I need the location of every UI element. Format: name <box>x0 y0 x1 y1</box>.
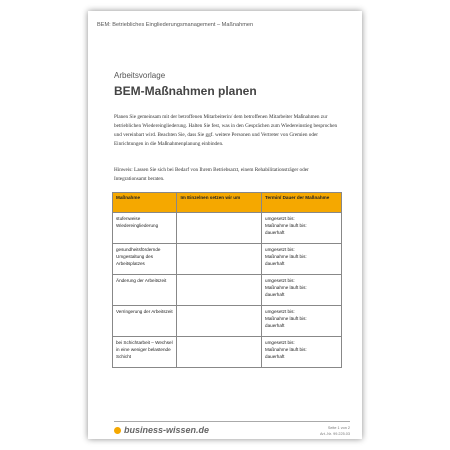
business-wissen-logo <box>114 425 209 435</box>
term-running: Maßnahme läuft bis: <box>265 223 307 228</box>
term-running: Maßnahme läuft bis: <box>265 254 307 259</box>
article-number: Art.-Nr. 99.225.03 <box>320 432 350 436</box>
term-permanent: dauerhaft <box>265 354 285 359</box>
footer-meta <box>320 425 350 437</box>
details-cell[interactable] <box>177 213 262 244</box>
term-permanent: dauerhaft <box>265 261 285 266</box>
table-row <box>113 213 342 244</box>
logo-text: business-wissen.de <box>124 425 210 435</box>
term-cell <box>262 306 342 337</box>
details-cell[interactable] <box>177 244 262 275</box>
column-header-term: Termin/ Dauer der Maßnahme <box>262 193 342 213</box>
term-cell <box>262 337 342 368</box>
details-cell[interactable] <box>177 275 262 306</box>
term-running: Maßnahme läuft bis: <box>265 285 307 290</box>
term-completed: umgesetzt bis: <box>265 309 295 314</box>
column-header-details: Im Einzelnen setzen wir um <box>177 193 262 213</box>
table-row <box>113 275 342 306</box>
details-cell[interactable] <box>177 306 262 337</box>
measure-cell: bei Schichtarbeit – Wechsel in eine weniger belastende Schicht <box>113 337 177 368</box>
table-row <box>113 337 342 368</box>
hint-paragraph: Hinweis: Lassen Sie sich bei Bedarf von Ihrem Betriebsarzt, einem Rehabilitationsträger oder Integrationsamt beraten. <box>114 167 309 182</box>
table-row <box>113 244 342 275</box>
page-number: Seite 1 von 2 <box>327 426 350 430</box>
details-cell[interactable] <box>177 337 262 368</box>
term-permanent: dauerhaft <box>265 323 285 328</box>
term-cell <box>262 244 342 275</box>
term-completed: umgesetzt bis: <box>265 340 295 345</box>
term-permanent: dauerhaft <box>265 230 285 235</box>
measure-cell: Änderung der Arbeitszeit <box>113 275 177 306</box>
document-title: BEM-Maßnahmen planen <box>114 84 257 98</box>
footer-divider <box>114 421 350 422</box>
table-row <box>113 306 342 337</box>
measure-cell: Verringerung der Arbeitszeit <box>113 306 177 337</box>
term-completed: umgesetzt bis: <box>265 216 295 221</box>
intro-paragraph: Planen Sie gemeinsam mit der betroffenen Mitarbeiterin/ dem betroffenen Mitarbeiter Maßnahmen zur betrieblichen Wiedereingliederung. Halten Sie fest, was in den Gesprächen zum Wiedereinstieg besprochen und vereinbart wird. Beachten Sie, dass Sie ggf. weitere Personen und Vertreter von Gremien oder Einrichtungen in die Maßnahmenplanung einbinden. <box>114 114 338 147</box>
term-running: Maßnahme läuft bis: <box>265 347 307 352</box>
term-cell <box>262 275 342 306</box>
page-header: BEM: Betriebliches Eingliederungsmanagement – Maßnahmen <box>97 22 254 28</box>
term-completed: umgesetzt bis: <box>265 278 295 283</box>
document-type-label: Arbeitsvorlage <box>114 71 166 80</box>
column-header-measure: Maßnahme <box>113 193 177 213</box>
table-header-row <box>113 193 342 213</box>
measure-cell: gesundheitsfördernde Umgestaltung des Arbeitsplatzes <box>113 244 177 275</box>
logo-dot-icon <box>114 427 121 434</box>
measure-cell: stufenweise Wiedereingliederung <box>113 213 177 244</box>
term-cell <box>262 213 342 244</box>
term-permanent: dauerhaft <box>265 292 285 297</box>
measures-table <box>112 192 342 368</box>
term-running: Maßnahme läuft bis: <box>265 316 307 321</box>
document-page <box>88 11 362 439</box>
term-completed: umgesetzt bis: <box>265 247 295 252</box>
